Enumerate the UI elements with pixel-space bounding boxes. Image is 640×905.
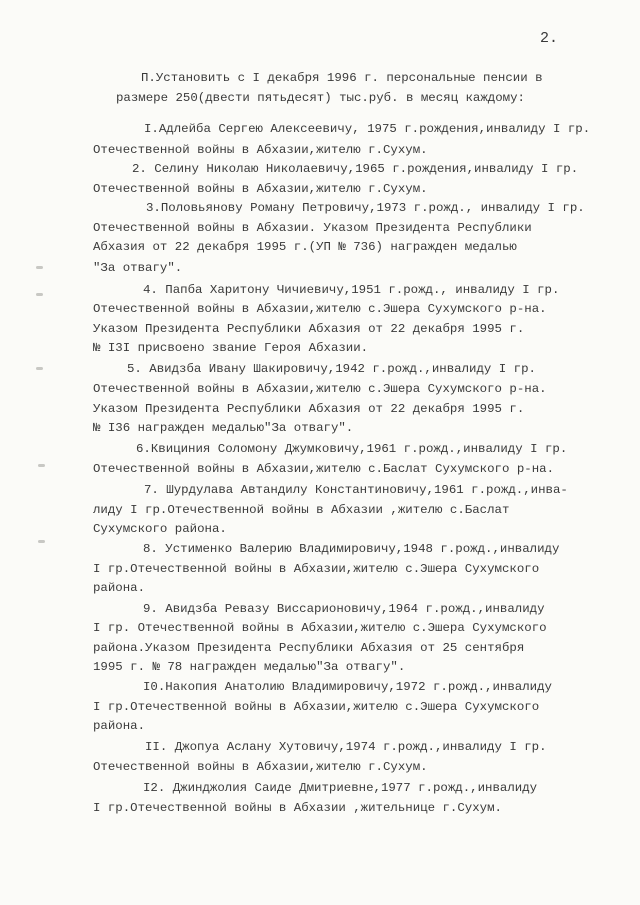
text-line: Абхазия от 22 декабря 1995 г.(УП № 736) награжден медалью	[93, 240, 517, 254]
text-line: 5. Авидзба Ивану Шакировичу,1942 г.рожд.,инвалиду I гр.	[127, 362, 536, 376]
text-line: Отечественной войны в Абхазии,жителю г.Сухум.	[93, 143, 428, 157]
text-line: 3.Половьянову Роману Петровичу,1973 г.рожд., инвалиду I гр.	[146, 201, 585, 215]
scan-mark	[36, 266, 43, 269]
text-line: Отечественной войны в Абхазии,жителю с.Эшера Сухумского р-на.	[93, 382, 547, 396]
text-line: района.	[93, 719, 146, 733]
text-line: Отечественной войны в Абхазии,жителю г.Сухум.	[93, 760, 428, 774]
text-line: "За отвагу".	[93, 261, 183, 275]
text-line: района.Указом Президента Республики Абхазия от 25 сентября	[93, 641, 525, 655]
text-line: размере 250(двести пятьдесят) тыс.руб. в месяц каждому:	[116, 91, 525, 105]
text-line: 1995 г. № 78 награжден медалью"За отвагу".	[93, 660, 406, 674]
text-line: I гр.Отечественной войны в Абхазии,жителю с.Эшера Сухумского	[93, 562, 540, 576]
text-line: № I3I присвоено звание Героя Абхазии.	[93, 341, 369, 355]
text-line: I гр.Отечественной войны в Абхазии ,жительнице г.Сухум.	[93, 801, 502, 815]
text-line: 8. Устименко Валерию Владимировичу,1948 г.рожд.,инвалиду	[143, 542, 560, 556]
text-line: I гр.Отечественной войны в Абхазии,жителю с.Эшера Сухумского	[93, 700, 540, 714]
text-line: I гр. Отечественной войны в Абхазии,жителю с.Эшера Сухумского	[93, 621, 547, 635]
text-line: I2. Джинджолия Саиде Дмитриевне,1977 г.рожд.,инвалиду	[143, 781, 538, 795]
text-line: Отечественной войны в Абхазии,жителю с.Эшера Сухумского р-на.	[93, 302, 547, 316]
scan-mark	[36, 293, 43, 296]
text-line: 9. Авидзба Ревазу Виссарионовичу,1964 г.рожд.,инвалиду	[143, 602, 545, 616]
text-line: II. Джопуа Аслану Хутовичу,1974 г.рожд.,инвалиду I гр.	[145, 740, 547, 754]
text-line: 6.Квициния Соломону Джумковичу,1961 г.рожд.,инвалиду I гр.	[136, 442, 568, 456]
text-line: 2. Селину Николаю Николаевичу,1965 г.рождения,инвалиду I гр.	[132, 162, 579, 176]
scan-mark	[38, 464, 45, 467]
text-line: Указом Президента Республики Абхазия от 22 декабря 1995 г.	[93, 402, 525, 416]
text-line: I0.Накопия Анатолию Владимировичу,1972 г.рожд.,инвалиду	[143, 680, 552, 694]
text-line: Отечественной войны в Абхазии,жителю г.Сухум.	[93, 182, 428, 196]
text-line: 7. Шурдулава Автандилу Константиновичу,1961 г.рожд.,инва-	[144, 483, 568, 497]
scan-mark	[36, 367, 43, 370]
text-line: № I36 награжден медалью"За отвагу".	[93, 421, 354, 435]
scan-mark	[38, 540, 45, 543]
text-line: Отечественной войны в Абхазии. Указом Президента Республики	[93, 221, 532, 235]
text-line: 4. Папба Харитону Чичиевичу,1951 г.рожд., инвалиду I гр.	[143, 283, 560, 297]
text-line: Сухумского района.	[93, 522, 227, 536]
text-line: лиду I гр.Отечественной войны в Абхазии ,жителю с.Баслат	[93, 503, 510, 517]
text-line: П.Установить с I декабря 1996 г. персональные пенсии в	[141, 71, 543, 85]
text-line: I.Адлейба Сергею Алексеевичу, 1975 г.рождения,инвалиду I гр.	[144, 122, 591, 136]
page-number: 2.	[540, 30, 559, 47]
text-line: Указом Президента Республики Абхазия от 22 декабря 1995 г.	[93, 322, 525, 336]
text-line: Отечественной войны в Абхазии,жителю с.Баслат Сухумского р-на.	[93, 462, 555, 476]
text-line: района.	[93, 581, 146, 595]
